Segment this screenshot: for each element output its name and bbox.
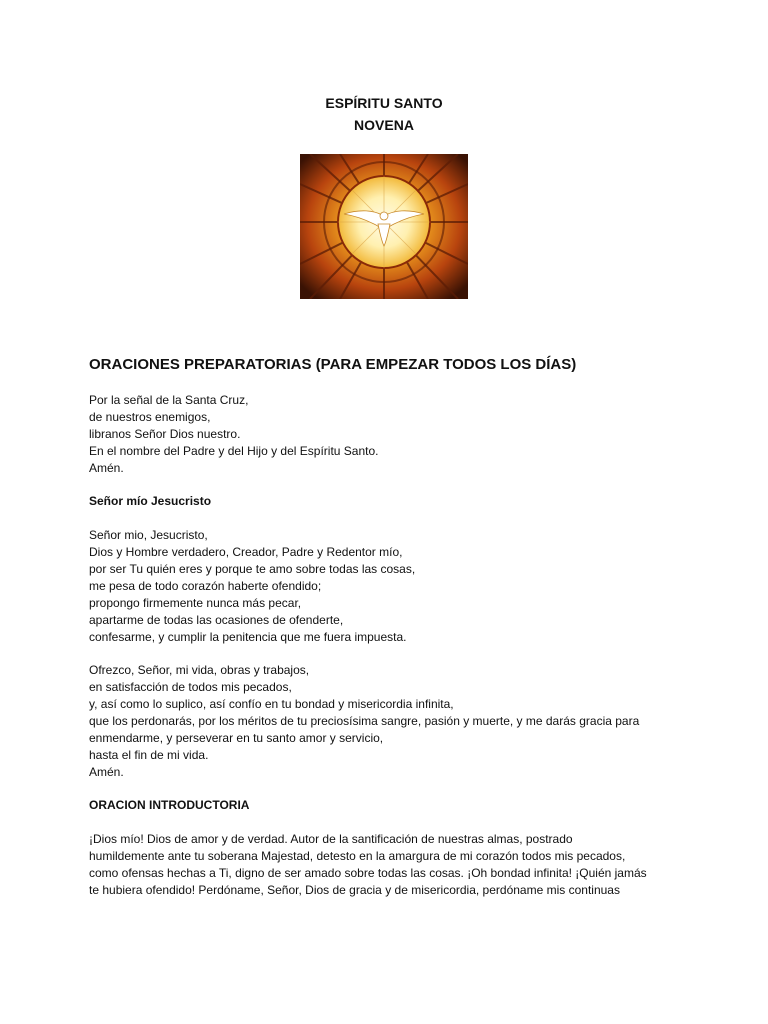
prayer-introductory (89, 831, 689, 899)
text-line: Ofrezco, Señor, mi vida, obras y trabajos, (89, 663, 310, 677)
text-line: enmendarme, y perseverar en tu santo amor y servicio, (89, 731, 384, 745)
text-line: te hubiera ofendido! Perdóname, Señor, Dios de gracia y de misericordia, perdóname mis continuas (89, 883, 620, 897)
text-line: apartarme de todas las ocasiones de ofenderte, (89, 613, 344, 627)
text-line: Dios y Hombre verdadero, Creador, Padre y Redentor mío, (89, 545, 403, 559)
text-line: ¡Dios mío! Dios de amor y de verdad. Autor de la santificación de nuestras almas, postrado (89, 832, 573, 846)
text-line: humildemente ante tu soberana Majestad, detesto en la amargura de mi corazón todos mis pecados, (89, 849, 626, 863)
prayer-sign-of-cross (89, 392, 689, 477)
text-line: me pesa de todo corazón haberte ofendido; (89, 579, 322, 593)
section-heading: ORACIONES PREPARATORIAS (PARA EMPEZAR TODOS LOS DÍAS) (89, 356, 577, 373)
text-line: Amén. (89, 765, 124, 779)
text-line: de nuestros enemigos, (89, 410, 211, 424)
text-line: En el nombre del Padre y del Hijo y del Espíritu Santo. (89, 444, 379, 458)
document-title: ESPÍRITU SANTO (325, 95, 443, 111)
text-line: Señor mio, Jesucristo, (89, 528, 208, 542)
text-line: confesarme, y cumplir la penitencia que me fuera impuesta. (89, 630, 407, 644)
prayer-act-of-contrition (89, 527, 689, 646)
text-line: Amén. (89, 461, 124, 475)
text-line: hasta el fin de mi vida. (89, 748, 209, 762)
holy-spirit-dove-stained-glass-icon (300, 154, 468, 299)
text-line: en satisfacción de todos mis pecados, (89, 680, 292, 694)
subheading-oracion-introductoria: ORACION INTRODUCTORIA (89, 798, 250, 812)
subheading-senor-mio: Señor mío Jesucristo (89, 494, 212, 508)
document-subtitle: NOVENA (354, 117, 414, 133)
text-line: como ofensas hechas a Ti, digno de ser amado sobre todas las cosas. ¡Oh bondad infinita! ¡Quién jamás (89, 866, 647, 880)
text-line: y, así como lo suplico, así confío en tu bondad y misericordia infinita, (89, 697, 454, 711)
prayer-offering (89, 662, 689, 781)
text-line: propongo firmemente nunca más pecar, (89, 596, 302, 610)
text-line: por ser Tu quién eres y porque te amo sobre todas las cosas, (89, 562, 416, 576)
text-line: Por la señal de la Santa Cruz, (89, 393, 249, 407)
text-line: libranos Señor Dios nuestro. (89, 427, 241, 441)
text-line: que los perdonarás, por los méritos de tu preciosísima sangre, pasión y muerte, y me darás gracia para (89, 714, 640, 728)
